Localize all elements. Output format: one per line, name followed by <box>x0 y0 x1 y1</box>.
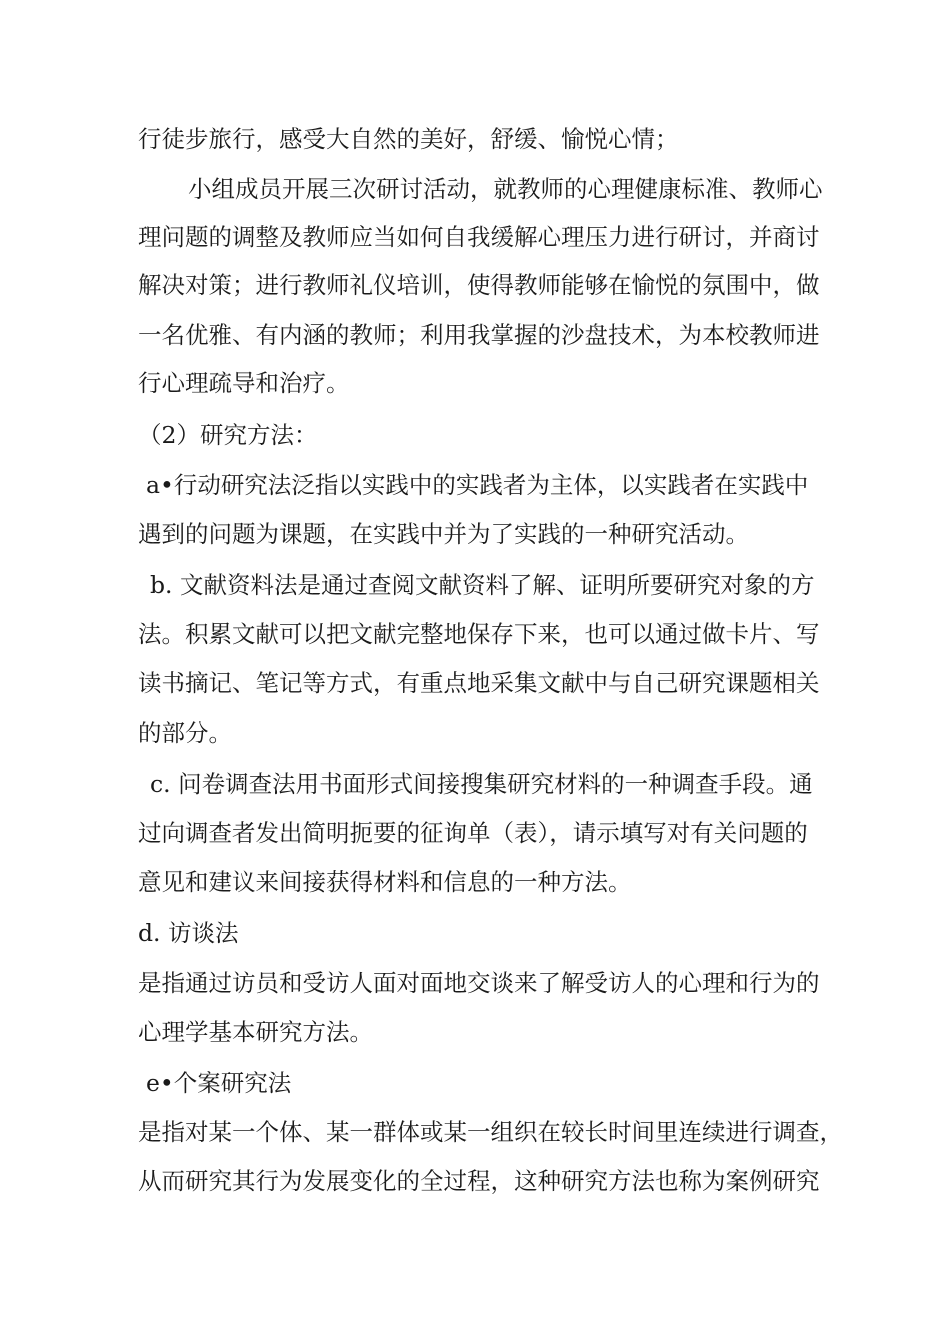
text-line-6: 行心理疏导和治疗。 <box>138 369 350 397</box>
method-c-line-1: c. 问卷调查法用书面形式间接搜集研究材料的一种调查手段。通 <box>150 770 813 798</box>
method-e-line-1: 是指对某一个体、某一群体或某一组织在较长时间里连续进行调查， <box>138 1118 843 1146</box>
method-d-heading: d. 访谈法 <box>138 919 239 947</box>
text-line-4: 解决对策；进行教师礼仪培训，使得教师能够在愉悦的氛围中，做 <box>138 271 820 299</box>
method-d-line-2: 心理学基本研究方法。 <box>138 1018 373 1046</box>
method-e-heading: e•个案研究法 <box>146 1069 292 1097</box>
text-line-2: 小组成员开展三次研讨活动，就教师的心理健康标准、教师心 <box>188 175 823 203</box>
method-c-line-3: 意见和建议来间接获得材料和信息的一种方法。 <box>138 868 632 896</box>
method-c-line-2: 过向调查者发出简明扼要的征询单（表），请示填写对有关问题的 <box>138 819 808 847</box>
text-line-5: 一名优雅、有内涵的教师；利用我掌握的沙盘技术，为本校教师进 <box>138 321 820 349</box>
method-e-line-2: 从而研究其行为发展变化的全过程，这种研究方法也称为案例研究 <box>138 1167 820 1195</box>
method-b-line-4: 的部分。 <box>138 719 232 747</box>
method-a-line-2: 遇到的问题为课题，在实践中并为了实践的一种研究活动。 <box>138 520 749 548</box>
method-b-line-1: b. 文献资料法是通过查阅文献资料了解、证明所要研究对象的方 <box>150 571 815 599</box>
section-heading-research-methods: （2）研究方法： <box>138 421 318 449</box>
method-a-line-1: a•行动研究法泛指以实践中的实践者为主体，以实践者在实践中 <box>146 471 809 499</box>
method-b-line-3: 读书摘记、笔记等方式，有重点地采集文献中与自己研究课题相关 <box>138 669 820 697</box>
method-d-line-1: 是指通过访员和受访人面对面地交谈来了解受访人的心理和行为的 <box>138 969 820 997</box>
text-line-1: 行徒步旅行，感受大自然的美好，舒缓、愉悦心情； <box>138 125 679 153</box>
method-b-line-2: 法。积累文献可以把文献完整地保存下来，也可以通过做卡片、写 <box>138 620 820 648</box>
text-line-3: 理问题的调整及教师应当如何自我缓解心理压力进行研讨，并商讨 <box>138 223 820 251</box>
